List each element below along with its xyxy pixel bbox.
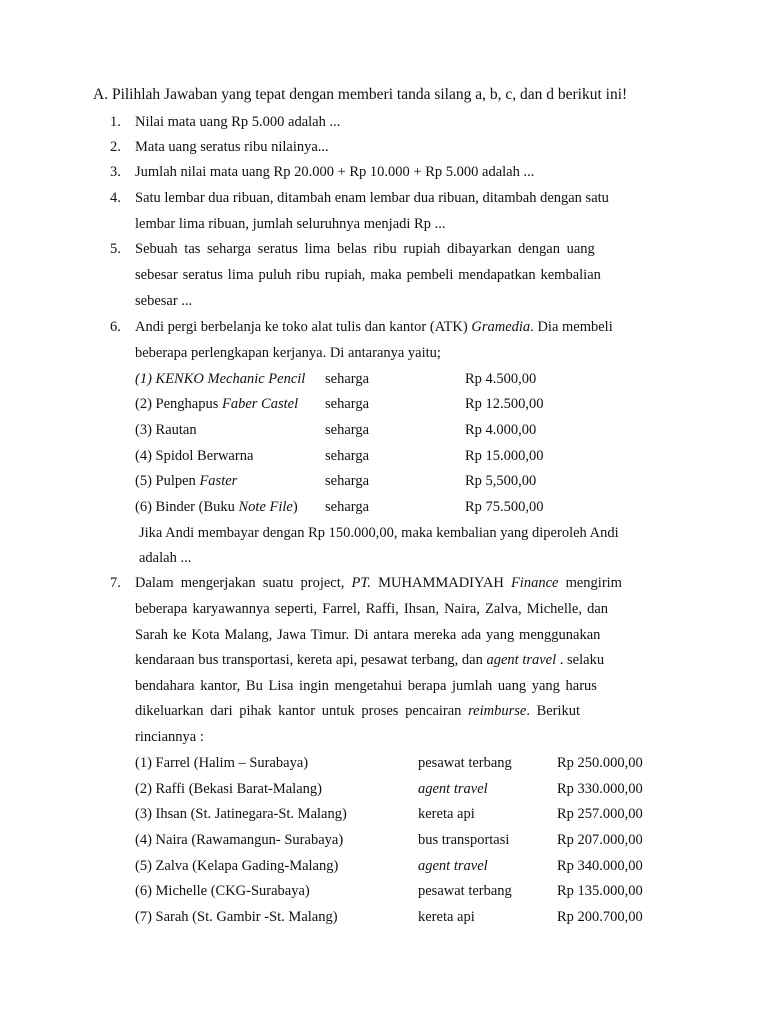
question-7-line-7: rinciannya : <box>135 729 204 745</box>
question-5-number: 5. <box>110 241 121 257</box>
question-6-number: 6. <box>110 319 121 335</box>
question-3-text: Jumlah nilai mata uang Rp 20.000 + Rp 10.000 + Rp 5.000 adalah ... <box>135 164 535 180</box>
question-6-end-1: Jika Andi membayar dengan Rp 150.000,00, maka kembalian yang diperoleh Andi <box>139 525 619 541</box>
question-5-line-1: Sebuah tas seharga seratus lima belas ribu rupiah dibayarkan dengan uang <box>135 241 595 257</box>
question-6-line-2: beberapa perlengkapan kerjanya. Di antaranya yaitu; <box>135 345 441 361</box>
question-7-line-1: Dalam mengerjakan suatu project, PT. MUHAMMADIYAH Finance mengirim <box>135 575 622 591</box>
section-title: A. Pilihlah Jawaban yang tepat dengan memberi tanda silang a, b, c, dan d berikut ini! <box>93 86 628 103</box>
question-4-line-1: Satu lembar dua ribuan, ditambah enam lembar dua ribuan, ditambah dengan satu <box>135 190 609 206</box>
question-4-line-2: lembar lima ribuan, jumlah seluruhnya menjadi Rp ... <box>135 216 446 232</box>
question-6-line-1: Andi pergi berbelanja ke toko alat tulis dan kantor (ATK) Gramedia. Dia membeli <box>135 319 613 335</box>
question-2-number: 2. <box>110 139 121 155</box>
question-7-line-3: Sarah ke Kota Malang, Jawa Timur. Di antara mereka ada yang menggunakan <box>135 627 601 643</box>
question-6-end-2: adalah ... <box>139 550 192 566</box>
question-7-line-4: kendaraan bus transportasi, kereta api, pesawat terbang, dan agent travel . selaku <box>135 652 605 668</box>
question-5-line-3: sebesar ... <box>135 293 193 309</box>
question-7-line-6: dikeluarkan dari pihak kantor untuk proses pencairan reimburse. Berikut <box>135 703 581 719</box>
question-2-text: Mata uang seratus ribu nilainya... <box>135 139 329 155</box>
question-7-line-5: bendahara kantor, Bu Lisa ingin mengetahui berapa jumlah uang yang harus <box>135 678 597 694</box>
question-1-text: Nilai mata uang Rp 5.000 adalah ... <box>135 114 341 130</box>
question-1-number: 1. <box>110 114 121 130</box>
question-7-line-2: beberapa karyawannya seperti, Farrel, Raffi, Ihsan, Naira, Zalva, Michelle, dan <box>135 601 609 617</box>
question-5-line-2: sebesar seratus lima puluh ribu rupiah, maka pembeli mendapatkan kembalian <box>135 267 601 283</box>
question-4-number: 4. <box>110 190 121 206</box>
document-page: A. Pilihlah Jawaban yang tepat dengan memberi tanda silang a, b, c, dan d berikut ini! 1. Nilai mata uang Rp 5.000 adalah ... 2. Mata uang seratus ribu nilainya... 3. Jumlah nilai mata uang Rp 20.000 + Rp 10.000 + Rp 5.000 adalah ... 4. Satu lembar dua ribuan, ditambah enam lembar dua ribuan, ditambah dengan satu lembar lima ribuan, jumlah seluruhnya menjadi Rp ... 5. Sebuah tas seharga seratus lima belas ribu rupiah dibayarkan dengan uang sebesar seratus lima puluh ribu rupiah, maka pembeli mendapatkan kembalian sebesar ... 6. Andi pergi berbelanja ke toko alat tulis dan kantor (ATK) Gramedia. Dia membeli beberapa perlengkapan kerjanya. Di antaranya yaitu; (1) KENKO Mechanic Pencil seharga Rp 4.500,00 (2) Penghapus Faber Castel seharga Rp 12.500,00 (3) Rautan seharga Rp 4.000,00 (4) Spidol Berwarna seharga Rp 15.000,00 (5) Pulpen Faster seharga Rp 5,500,00 (6) Binder (Buku Note File) seharga Rp 75.500,00 Jika Andi membayar dengan Rp 150.000,00, maka kembalian yang diperoleh Andi adalah ... 7. Dalam mengerjakan suatu project, PT. MUHAMMADIYAH Finance mengirim beberapa karyawannya seperti, Farrel, Raffi, Ihsan, Naira, Zalva, Michelle, dan Sarah ke Kota Malang, Jawa Timur. Di antara mereka ada yang menggunakan kendaraan bus transportasi, kereta api, pesawat terbang, dan agent travel . selaku bendahara kantor, Bu Lisa ingin mengetahui berapa jumlah uang yang harus dikeluarkan dari pihak kantor untuk proses pencairan reimburse. Berikut rinciannya : (1) Farrel (Halim – Surabaya) pesawat terbang Rp 250.000,00 (2) Raffi (Bekasi Barat-Malang) agent travel Rp 330.000,00 (3) Ihsan (St. Jatinegara-St. Malang) kereta api Rp 257.000,00 (4) Naira (Rawamangun- Surabaya) bus transportasi Rp 207.000,00 (5) Zalva (Kelapa Gading-Malang) agent travel Rp 340.000,00 (6) Michelle (CKG-Surabaya) pesawat terbang Rp 135.000,00 (7) Sarah (St. Gambir -St. Malang) kereta api Rp 200.700,00 <box>93 86 643 925</box>
question-3-number: 3. <box>110 164 121 180</box>
question-7-number: 7. <box>110 575 121 591</box>
